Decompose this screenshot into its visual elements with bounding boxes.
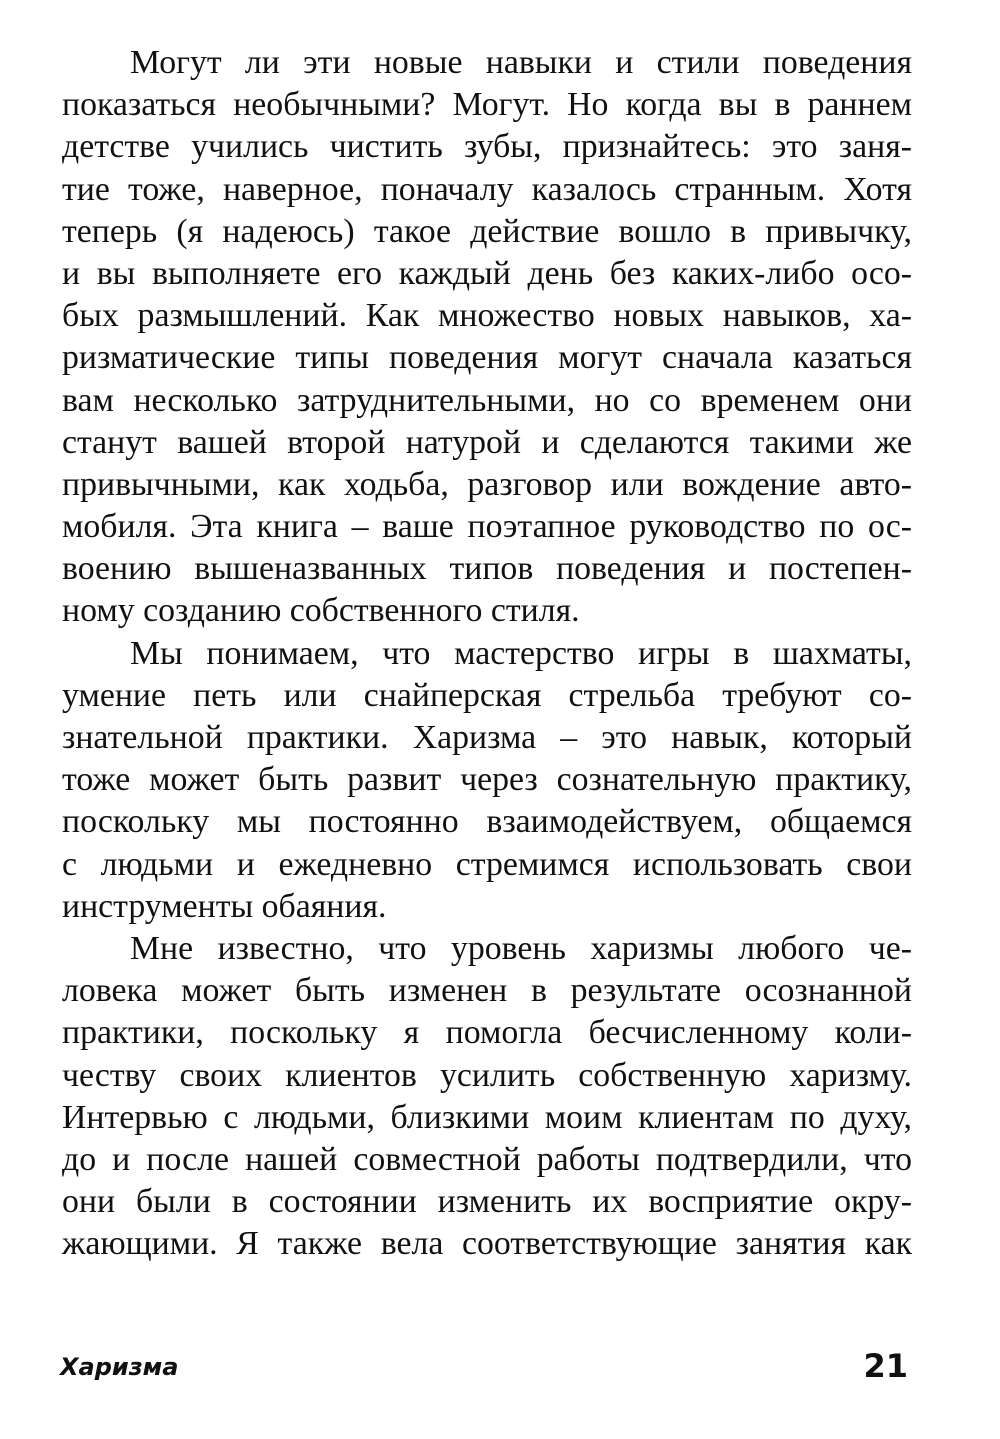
- text-line: Интервью с людьми, близкими моим клиентам по духу,: [62, 1098, 912, 1136]
- text-line: до и после нашей совместной работы подтвердили, что: [62, 1140, 912, 1178]
- text-line: Мне известно, что уровень харизмы любого че-: [130, 929, 912, 967]
- text-line: вам несколько затруднительными, но со временем они: [62, 381, 912, 419]
- text-line: Могут ли эти новые навыки и стили поведения: [130, 44, 912, 81]
- text-line: детстве учились чистить зубы, признайтесь: это заня-: [62, 128, 912, 166]
- text-line: привычными, как ходьба, разговор или вождение авто-: [62, 465, 912, 503]
- text-line: показаться необычными? Могут. Но когда вы в раннем: [62, 86, 912, 124]
- text-line: ловека может быть изменен в результате осознанной: [62, 972, 912, 1010]
- text-line: мобиля. Эта книга – ваше поэтапное руководство по ос-: [62, 508, 912, 546]
- text-line: честву своих клиентов усилить собственную харизму.: [62, 1056, 912, 1094]
- text-line: ризматические типы поведения могут сначала казаться: [62, 339, 912, 377]
- text-line: воению вышеназванных типов поведения и постепен-: [62, 550, 912, 588]
- text-line: тоже может быть развит через сознательную практику,: [62, 761, 912, 799]
- text-line: умение петь или снайперская стрельба требуют со-: [62, 676, 912, 714]
- text-line: практики, поскольку я помогла бесчисленному коли-: [62, 1014, 912, 1052]
- text-line: теперь (я надеюсь) такое действие вошло в привычку,: [62, 212, 912, 250]
- page-number: 21: [863, 1347, 908, 1385]
- text-line: тие тоже, наверное, поначалу казалось странным. Хотя: [62, 170, 912, 208]
- text-line: они были в состоянии изменить их восприятие окру-: [62, 1183, 912, 1221]
- text-line: знательной практики. Харизма – это навык, который: [62, 719, 912, 756]
- text-line: Мы понимаем, что мастерство игры в шахматы,: [130, 634, 912, 672]
- text-line: жающими. Я также вела соответствующие занятия как: [62, 1225, 912, 1263]
- text-line: бых размышлений. Как множество новых навыков, ха-: [62, 297, 912, 335]
- text-line: инструменты обаяния.: [62, 887, 387, 925]
- running-footer-title: Харизма: [60, 1353, 179, 1381]
- text-line: и вы выполняете его каждый день без каких-либо осо-: [62, 254, 912, 292]
- text-line: ному созданию собственного стиля.: [62, 592, 580, 630]
- text-line: с людьми и ежедневно стремимся использовать свои: [62, 845, 912, 883]
- body-text: [62, 42, 912, 1265]
- text-line: станут вашей второй натурой и сделаются такими же: [62, 423, 912, 461]
- text-line: поскольку мы постоянно взаимодействуем, общаемся: [62, 803, 912, 841]
